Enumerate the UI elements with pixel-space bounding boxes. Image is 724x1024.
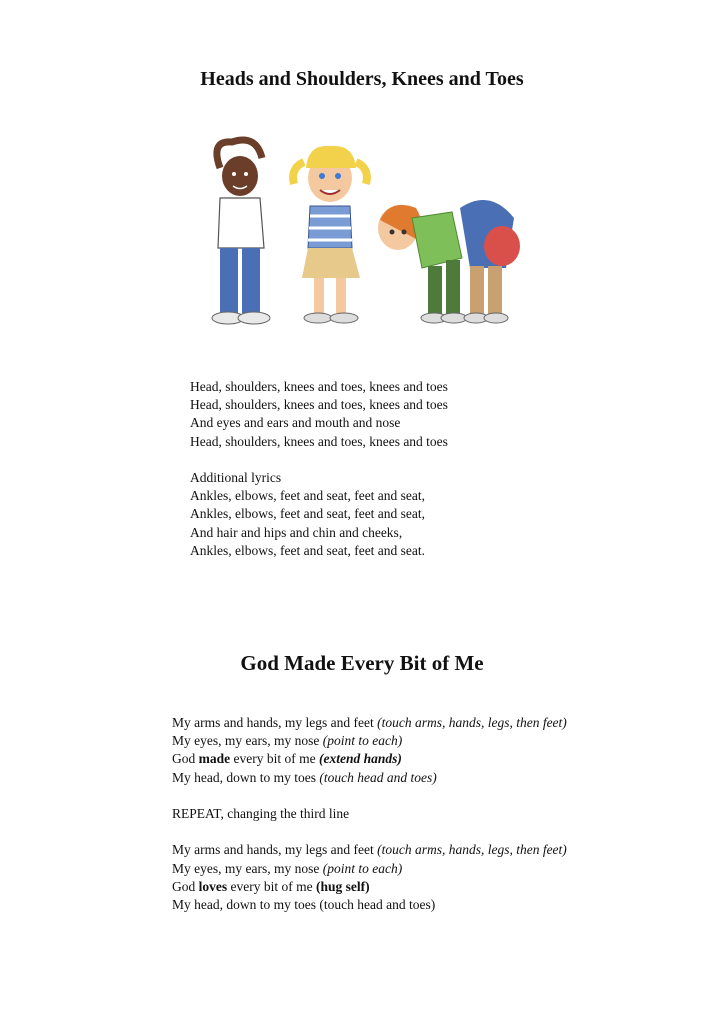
action-note: (hug self)	[315, 878, 370, 894]
song1-title: Heads and Shoulders, Knees and Toes	[200, 68, 524, 90]
action-note: (touch head and toes)	[319, 769, 437, 785]
lyric-line: And hair and hips and chin and cheeks,	[190, 524, 403, 540]
lyric-line: My head, down to my toes (touch head and toes)	[172, 897, 436, 912]
lyric-line: My arms and hands, my legs and feet (touch arms, hands, legs, then feet)	[172, 715, 567, 730]
lyric-line: Ankles, elbows, feet and seat, feet and seat.	[190, 542, 426, 558]
lyric-line: My head, down to my toes (touch head and toes)	[172, 769, 437, 785]
action-note: (point to each)	[322, 733, 403, 749]
child-blonde-girl-figure	[293, 146, 367, 323]
lyric-line: And eyes and ears and mouth and nose	[190, 415, 401, 431]
lyric-line: My eyes, my ears, my nose (point to each)	[172, 733, 403, 749]
song2-title: God Made Every Bit of Me	[240, 651, 484, 675]
children-illustration	[190, 128, 530, 338]
action-note: (point to each)	[322, 860, 403, 876]
lyric-line: Ankles, elbows, feet and seat, feet and seat,	[190, 506, 426, 522]
song1-lyrics	[190, 378, 448, 560]
lyric-line: Head, shoulders, knees and toes, knees and toes	[190, 433, 448, 449]
child-boy-figure	[212, 140, 270, 324]
lyric-line: My eyes, my ears, my nose (point to each)	[172, 860, 403, 876]
child-redhead-girl-figure	[378, 205, 467, 323]
lyric-line: Head, shoulders, knees and toes, knees and toes	[190, 397, 448, 413]
repeat-instruction: REPEAT, changing the third line	[172, 806, 350, 821]
child-bending-over-figure	[460, 200, 520, 323]
additional-lyrics-heading: Additional lyrics	[190, 470, 282, 485]
action-note: (touch arms, hands, legs, then feet)	[377, 842, 567, 858]
action-note: (extend hands)	[318, 751, 402, 767]
lyric-line: God loves every bit of me (hug self)	[172, 878, 370, 894]
action-note: (touch arms, hands, legs, then feet)	[377, 715, 567, 730]
lyric-line: Ankles, elbows, feet and seat, feet and seat,	[190, 488, 426, 504]
song2-lyrics	[172, 714, 567, 914]
lyric-line: My arms and hands, my legs and feet (touch arms, hands, legs, then feet)	[172, 842, 567, 858]
lyric-line: Head, shoulders, knees and toes, knees and toes	[190, 379, 448, 394]
lyric-line: God made every bit of me (extend hands)	[172, 751, 402, 767]
